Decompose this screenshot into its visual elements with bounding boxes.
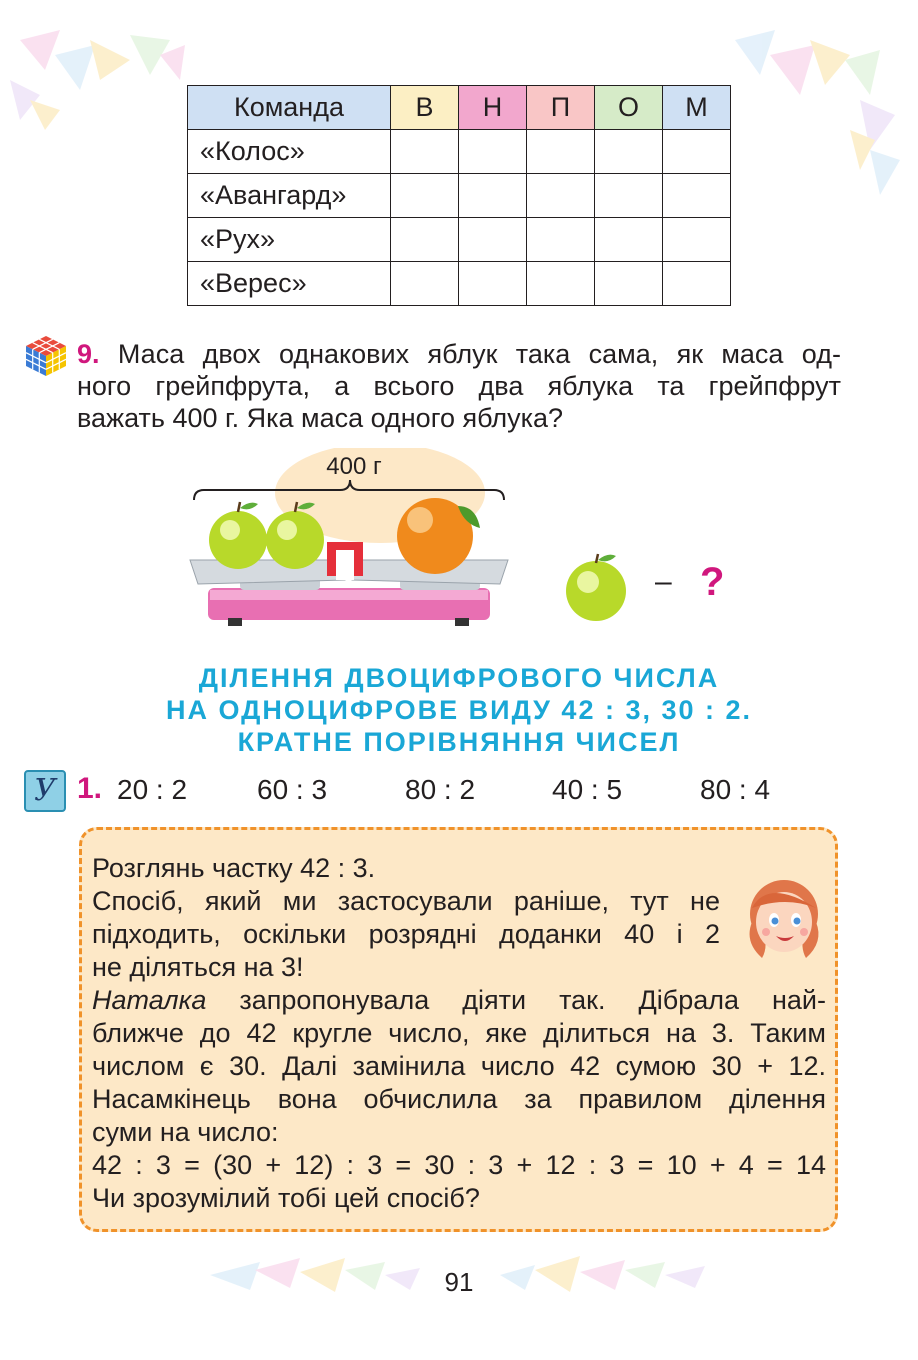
box-line-7: числом є 30. Далі замінила число 42 сумою 30 + 12. xyxy=(92,1051,826,1081)
expression-5: 80 : 4 xyxy=(700,774,771,805)
table-cell xyxy=(663,130,731,174)
task9-line-1: Маса двох однакових яблук така сама, як маса од- xyxy=(117,339,841,369)
table-cell xyxy=(527,174,595,218)
table-cell xyxy=(527,262,595,306)
table-cell xyxy=(663,262,731,306)
question-dash: – xyxy=(655,565,672,598)
header-team: Команда xyxy=(188,86,391,130)
natalka-name: Наталка xyxy=(92,985,207,1015)
box-line-4: не діляться на 3! xyxy=(92,952,304,982)
section-heading-line-3: КРАТНЕ ПОРІВНЯННЯ ЧИСЕЛ xyxy=(237,727,681,757)
table-cell xyxy=(391,130,459,174)
team-table xyxy=(187,85,731,306)
table-cell xyxy=(595,262,663,306)
table-cell xyxy=(527,130,595,174)
team-name: «Колос» xyxy=(188,130,391,174)
table-cell xyxy=(459,218,527,262)
table-cell xyxy=(595,218,663,262)
expression-3: 80 : 2 xyxy=(405,774,476,805)
table-cell xyxy=(459,262,527,306)
team-name: «Рух» xyxy=(188,218,391,262)
task9-line-3: важать 400 г. Яка маса одного яблука? xyxy=(77,403,564,433)
team-name: «Авангард» xyxy=(188,174,391,218)
header-v: В xyxy=(391,86,459,130)
expression-2: 60 : 3 xyxy=(257,774,328,805)
table-cell xyxy=(459,174,527,218)
rubik-cube-icon xyxy=(24,334,68,378)
table-cell xyxy=(391,262,459,306)
table-cell xyxy=(663,218,731,262)
header-p: П xyxy=(527,86,595,130)
expression-4: 40 : 5 xyxy=(552,774,623,805)
box-formula: 42 : 3 = (30 + 12) : 3 = 30 : 3 + 12 : 3 = 10 + 4 = 14 xyxy=(92,1150,826,1180)
table-row xyxy=(188,262,731,306)
expression-1: 20 : 2 xyxy=(117,774,188,805)
apple-icon xyxy=(562,552,632,622)
box-line-3: підходить, оскільки розрядні доданки 40 і 2 xyxy=(92,919,720,949)
page-number: 91 xyxy=(444,1267,474,1297)
table-cell xyxy=(595,130,663,174)
box-line-11: Чи зрозумілий тобі цей спосіб? xyxy=(92,1183,480,1213)
oral-exercise-icon: У xyxy=(24,770,66,812)
table-cell xyxy=(595,174,663,218)
task9-number: 9. xyxy=(77,339,100,369)
section-heading-line-1: ДІЛЕННЯ ДВОЦИФРОВОГО ЧИСЛА xyxy=(198,663,720,693)
task9-line-2: ного грейпфрута, а всього два яблука та грейпфрут xyxy=(77,371,841,401)
section-heading-line-2: НА ОДНОЦИФРОВЕ ВИДУ 42 : 3, 30 : 2. xyxy=(165,695,753,725)
task9-text xyxy=(77,338,841,434)
question-mark: ? xyxy=(700,560,725,604)
team-name: «Верес» xyxy=(188,262,391,306)
box-line-2: Спосіб, який ми застосували раніше, тут не xyxy=(92,886,720,916)
table-cell xyxy=(391,174,459,218)
box-line-5: Наталка запропонувала діяти так. Дібрала най- xyxy=(92,985,826,1015)
girl-avatar xyxy=(738,868,830,968)
table-cell xyxy=(527,218,595,262)
box-line-9: суми на число: xyxy=(92,1117,279,1147)
box-line-1: Розглянь частку 42 : 3. xyxy=(92,853,376,883)
table-row xyxy=(188,174,731,218)
header-o: О xyxy=(595,86,663,130)
header-m: М xyxy=(663,86,731,130)
table-header-row xyxy=(188,86,731,130)
box-line-8: Насамкінець вона обчислила за правилом ділення xyxy=(92,1084,826,1114)
scale-label: 400 г xyxy=(326,453,382,480)
task1-number: 1. xyxy=(77,772,103,805)
table-cell xyxy=(663,174,731,218)
table-cell xyxy=(459,130,527,174)
table-row xyxy=(188,218,731,262)
table-cell xyxy=(391,218,459,262)
table-row xyxy=(188,130,731,174)
box-line-6: ближче до 42 кругле число, яке ділиться на 3. Таким xyxy=(92,1018,826,1048)
header-n: Н xyxy=(459,86,527,130)
